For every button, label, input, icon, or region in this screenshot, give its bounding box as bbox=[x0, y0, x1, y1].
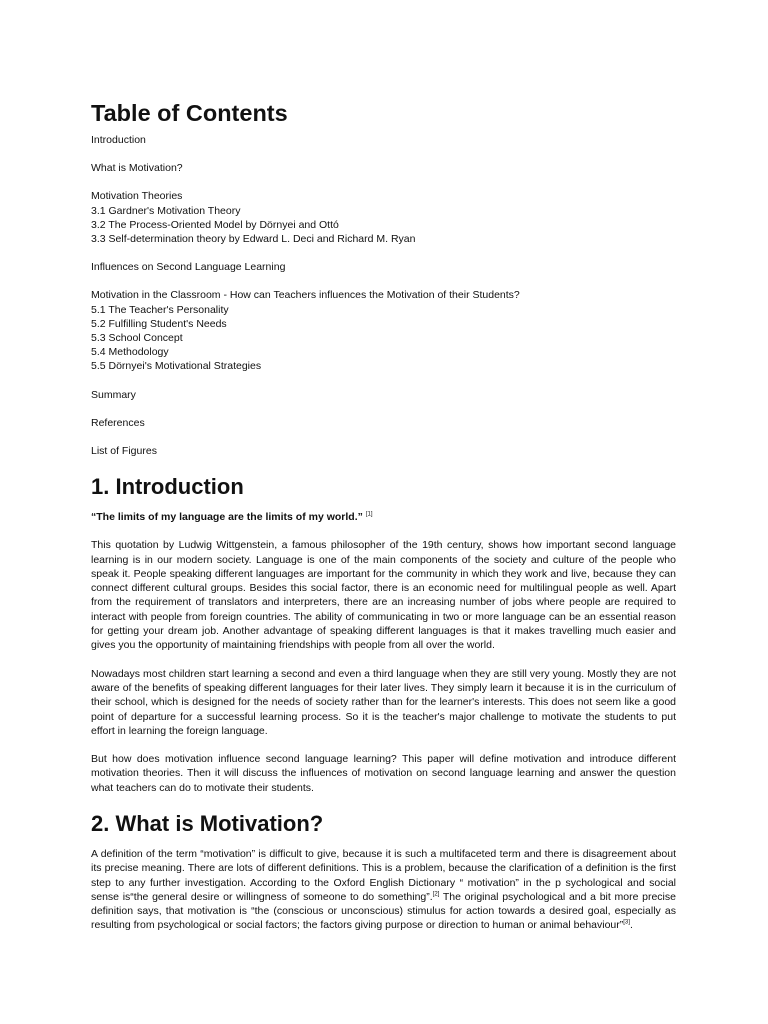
toc-link-process-oriented-model[interactable]: 3.2 The Process-Oriented Model by Dörnyei and Ottó bbox=[91, 218, 339, 231]
body-text: A definition of the term “motivation” is difficult to give, because it is such a multifaceted term and there is disagreement about its precise meaning. There are lots of different definitions. This is a problem, because the clarification of a definition is the first step to any further investigation. According to the Oxford English Dictionary “ motivation” in the p sychological and social sense is“the general desire or willingness of someone to do something”. bbox=[91, 848, 676, 903]
toc-link-self-determination[interactable]: 3.3 Self-determination theory by Edward L. Deci and Richard M. Ryan bbox=[91, 233, 416, 246]
toc-link-school-concept[interactable]: 5.3 School Concept bbox=[91, 332, 183, 345]
toc-group bbox=[91, 288, 676, 373]
footnote-ref[interactable]: [1] bbox=[365, 511, 373, 518]
toc-link-student-needs[interactable]: 5.2 Fulfilling Student's Needs bbox=[91, 317, 227, 330]
body-paragraph: Nowadays most children start learning a second and even a third language when they are still very young. Mostly they are not aware of the benefits of speaking different languages for their later lives. They simply learn it because it is in the curriculum of their school, which is designed for the needs of society rather than for the learner's interests. This does not seem like a good point of departure for a successful learning process. So it is the teacher's major challenge to motivate the students to put effort in learning the foreign language. bbox=[91, 667, 676, 737]
toc-link-introduction[interactable]: Introduction bbox=[91, 134, 146, 146]
toc-group bbox=[91, 161, 676, 175]
footnote-ref[interactable]: [2] bbox=[432, 891, 440, 898]
toc-group bbox=[91, 444, 676, 458]
toc-link-references[interactable]: References bbox=[91, 416, 145, 429]
toc-group bbox=[91, 416, 676, 430]
toc-list bbox=[91, 133, 676, 458]
toc-link-what-is-motivation[interactable]: What is Motivation? bbox=[91, 162, 183, 175]
toc-link-motivation-theories[interactable]: Motivation Theories bbox=[91, 190, 183, 203]
toc-link-list-of-figures[interactable]: List of Figures bbox=[91, 445, 157, 458]
toc-link-gardner[interactable]: 3.1 Gardner's Motivation Theory bbox=[91, 204, 241, 217]
section-what-is-motivation bbox=[91, 809, 676, 933]
toc-group bbox=[91, 133, 676, 147]
section-heading: 2. What is Motivation? bbox=[91, 811, 324, 836]
toc-link-summary[interactable]: Summary bbox=[91, 388, 136, 401]
body-paragraph: This quotation by Ludwig Wittgenstein, a famous philosopher of the 19th century, shows how important second language learning is in our modern society. Language is one of the main components of the society and culture of the people who speak it. People speaking different languages are important for the community in which they work and live, because they can connect different cultural groups. Besides this social factor, there is an economic need for multilingual people as well. Apart from the requirement of translators and interpreters, there are an increasing number of jobs where people are required to interact with people from foreign countries. The ability of communicating in two or more language can be an essential reason for getting your dream job. Another advantage of speaking different languages is that it makes travelling much easier and gives you the opportunity of maintaining friendships with people from all over the world. bbox=[91, 539, 676, 652]
body-text: . bbox=[629, 919, 633, 932]
section-heading: 1. Introduction bbox=[91, 474, 244, 500]
toc-link-classroom[interactable]: Motivation in the Classroom - How can Teachers influences the Motivation of their Students? bbox=[91, 289, 520, 302]
body-paragraph bbox=[91, 847, 676, 933]
body-paragraph: But how does motivation influence second language learning? This paper will define motivation and introduce different motivation theories. Then it will discuss the influences of motivation on second language learning and answer the question what teachers can do to motivate their students. bbox=[91, 753, 676, 794]
toc-group bbox=[91, 388, 676, 402]
body-text: The original psychological and a bit more precise definition says, that motivation is “the (conscious or unconscious) stimulus for action towards a desired goal, especially as resulting from psychological or social factors; the factors giving purpose or direction to human or animal behaviour” bbox=[91, 890, 676, 932]
quote-text: “The limits of my language are the limits of my world.” bbox=[91, 511, 363, 524]
toc-group bbox=[91, 189, 676, 246]
toc-link-methodology[interactable]: 5.4 Methodology bbox=[91, 346, 169, 359]
toc-link-motivational-strategies[interactable]: 5.5 Dörnyei's Motivational Strategies bbox=[91, 360, 262, 373]
toc-link-influences[interactable]: Influences on Second Language Learning bbox=[91, 261, 286, 274]
toc-group bbox=[91, 260, 676, 274]
section-introduction bbox=[91, 472, 676, 795]
toc-title: Table of Contents bbox=[91, 100, 288, 126]
epigraph-quote bbox=[91, 510, 676, 524]
toc-link-teacher-personality[interactable]: 5.1 The Teacher's Personality bbox=[91, 303, 229, 316]
footnote-ref[interactable]: [3] bbox=[623, 919, 630, 926]
